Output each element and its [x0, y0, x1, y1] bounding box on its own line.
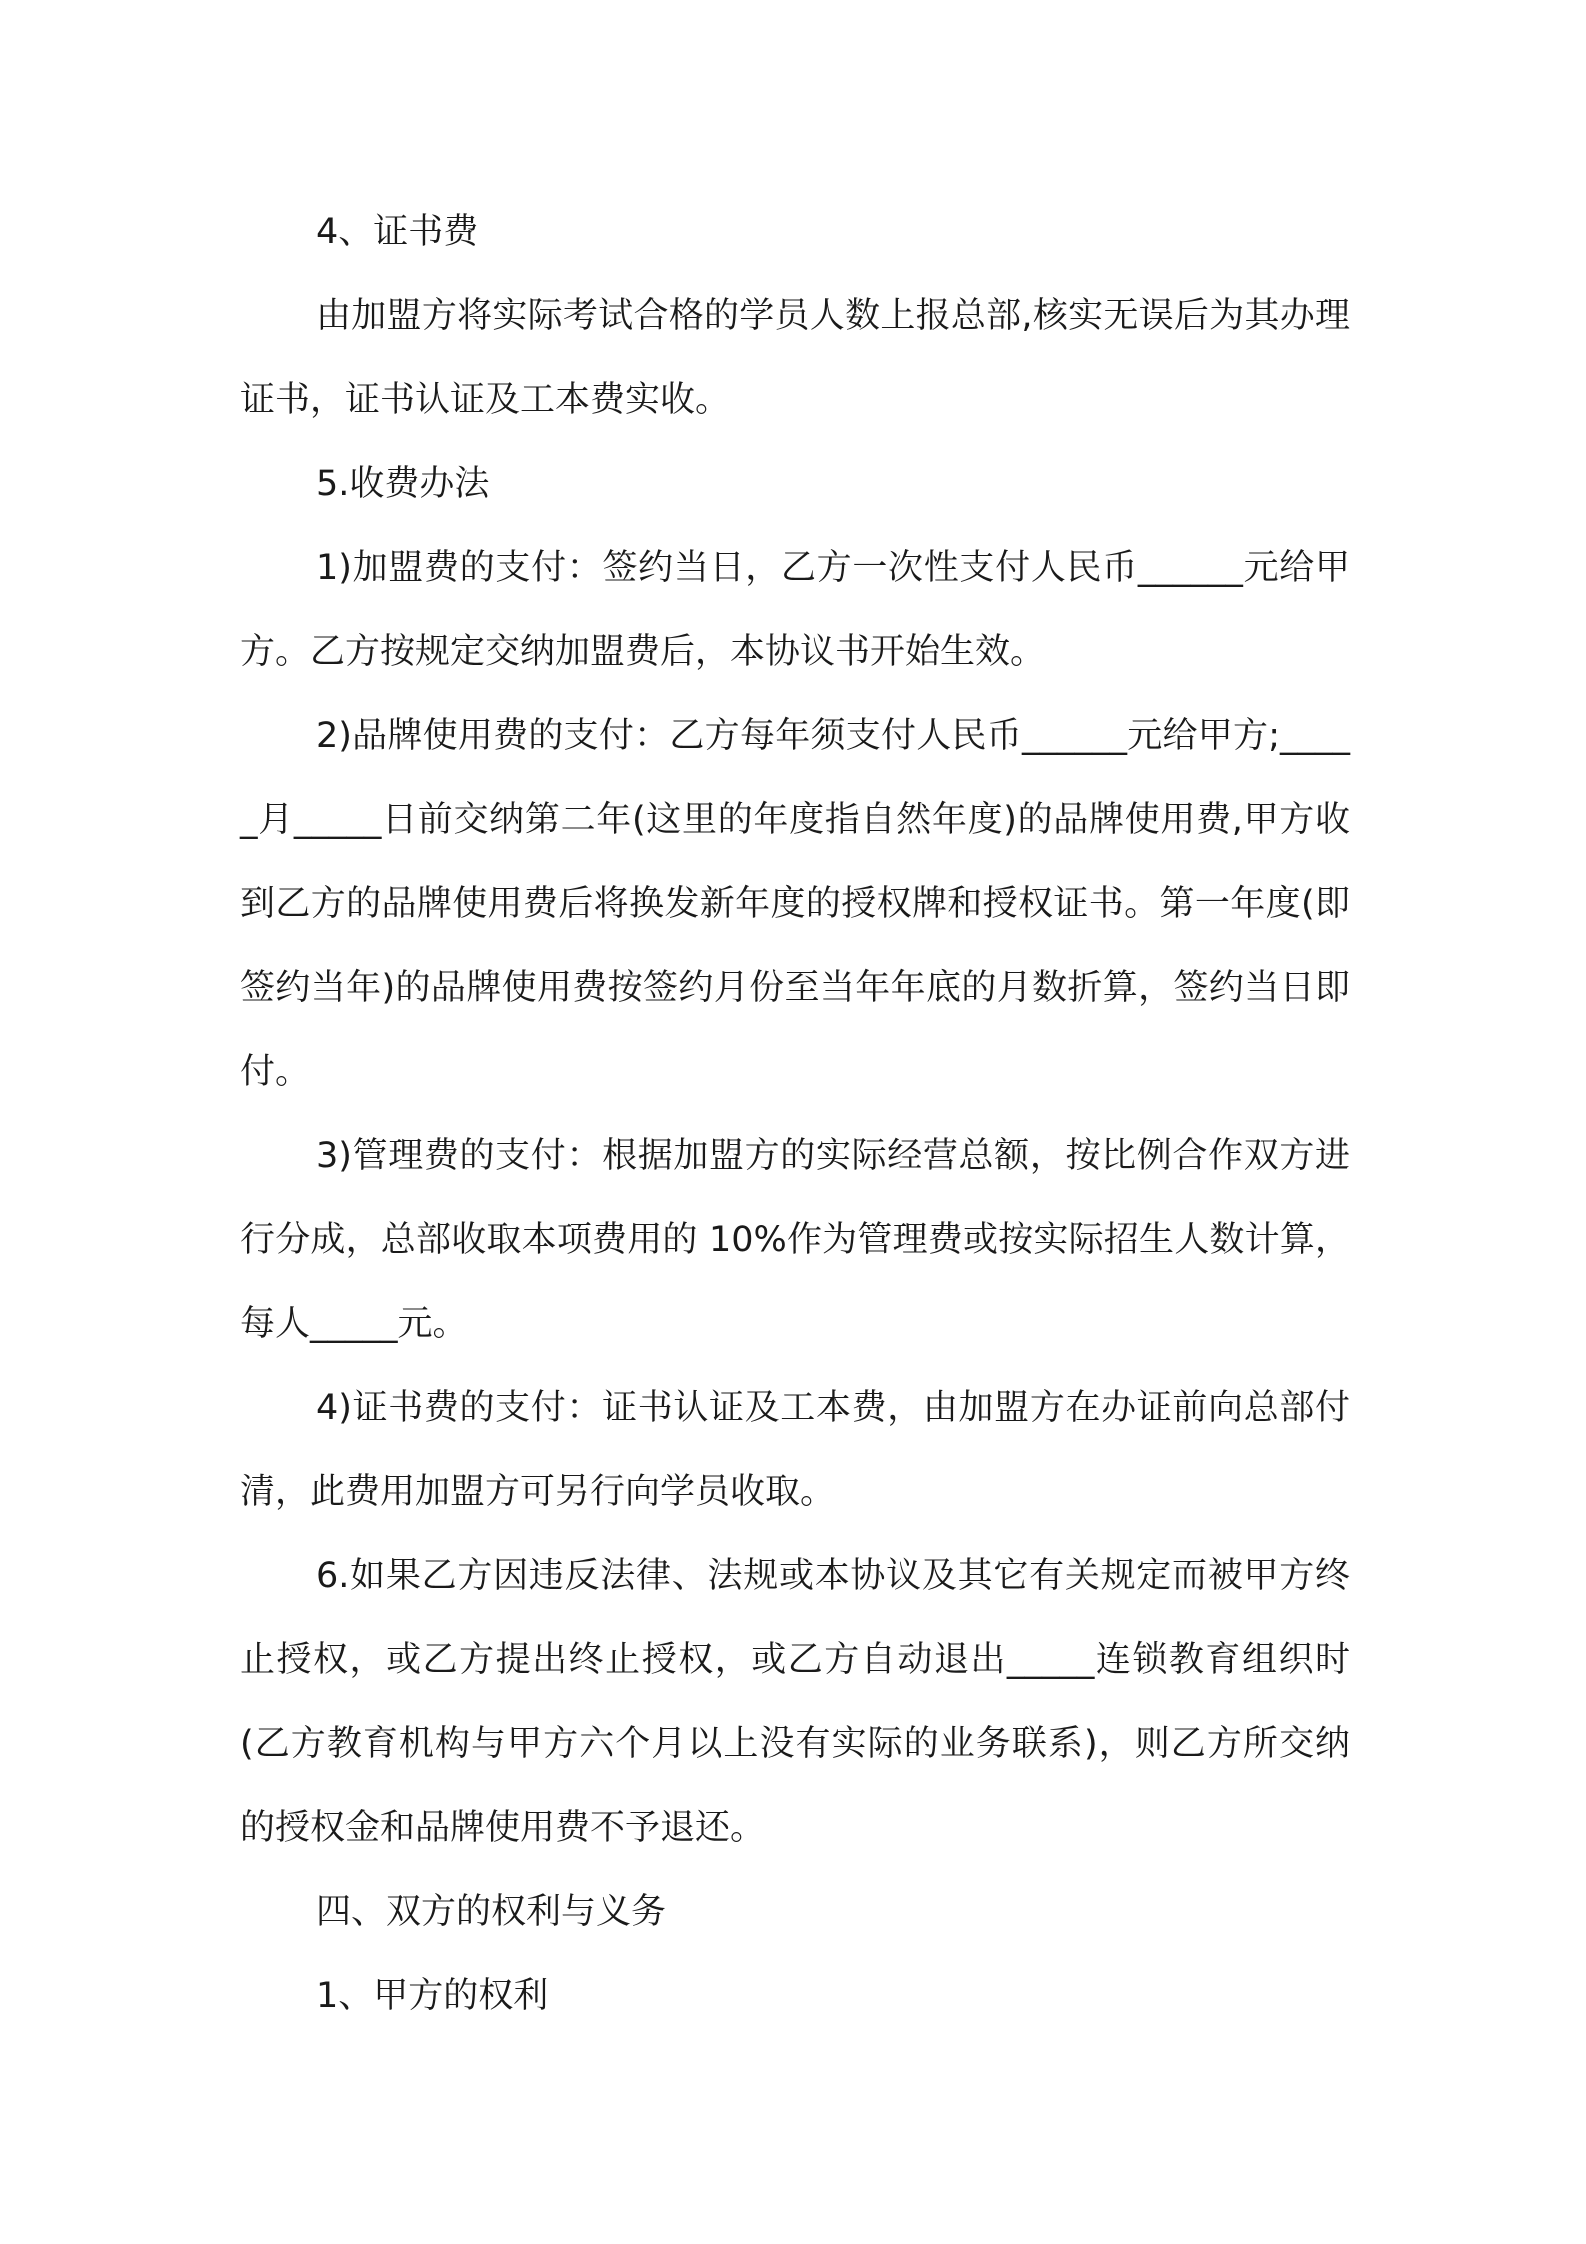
- section-heading-certificate-fee: 4、证书费: [316, 212, 479, 252]
- section-heading-rights-obligations: 四、双方的权利与义务: [316, 1892, 667, 1932]
- paragraph-certificate-fee-payment: 4)证书费的支付：证书认证及工本费，由加盟方在办证前向总部付清，此费用加盟方可另行向学员收取。: [240, 1388, 1350, 1512]
- document-body: [240, 190, 1350, 2038]
- paragraph-management-fee-payment: 3)管理费的支付：根据加盟方的实际经营总额，按比例合作双方进行分成，总部收取本项费用的 10%作为管理费或按实际招生人数计算，每人_____元。: [240, 1136, 1350, 1344]
- paragraph-franchise-fee-payment: 1)加盟费的支付：签约当日，乙方一次性支付人民币______元给甲方。乙方按规定交纳加盟费后，本协议书开始生效。: [240, 548, 1350, 672]
- paragraph-brand-fee-payment: 2)品牌使用费的支付：乙方每年须支付人民币______元给甲方;_____月_____日前交纳第二年(这里的年度指自然年度)的品牌使用费,甲方收到乙方的品牌使用费后将换发新年度的授权牌和授权证书。第一年度(即签约当年)的品牌使用费按签约月份至当年年底的月数折算，签约当日即付。: [240, 716, 1350, 1092]
- paragraph-termination-no-refund: 6.如果乙方因违反法律、法规或本协议及其它有关规定而被甲方终止授权，或乙方提出终止授权，或乙方自动退出_____连锁教育组织时(乙方教育机构与甲方六个月以上没有实际的业务联系)，则乙方所交纳的授权金和品牌使用费不予退还。: [240, 1556, 1350, 1848]
- paragraph-certificate-fee: 由加盟方将实际考试合格的学员人数上报总部,核实无误后为其办理证书，证书认证及工本费实收。: [240, 296, 1350, 420]
- section-heading-party-a-rights: 1、甲方的权利: [316, 1976, 549, 2016]
- section-heading-fee-method: 5.收费办法: [316, 464, 490, 504]
